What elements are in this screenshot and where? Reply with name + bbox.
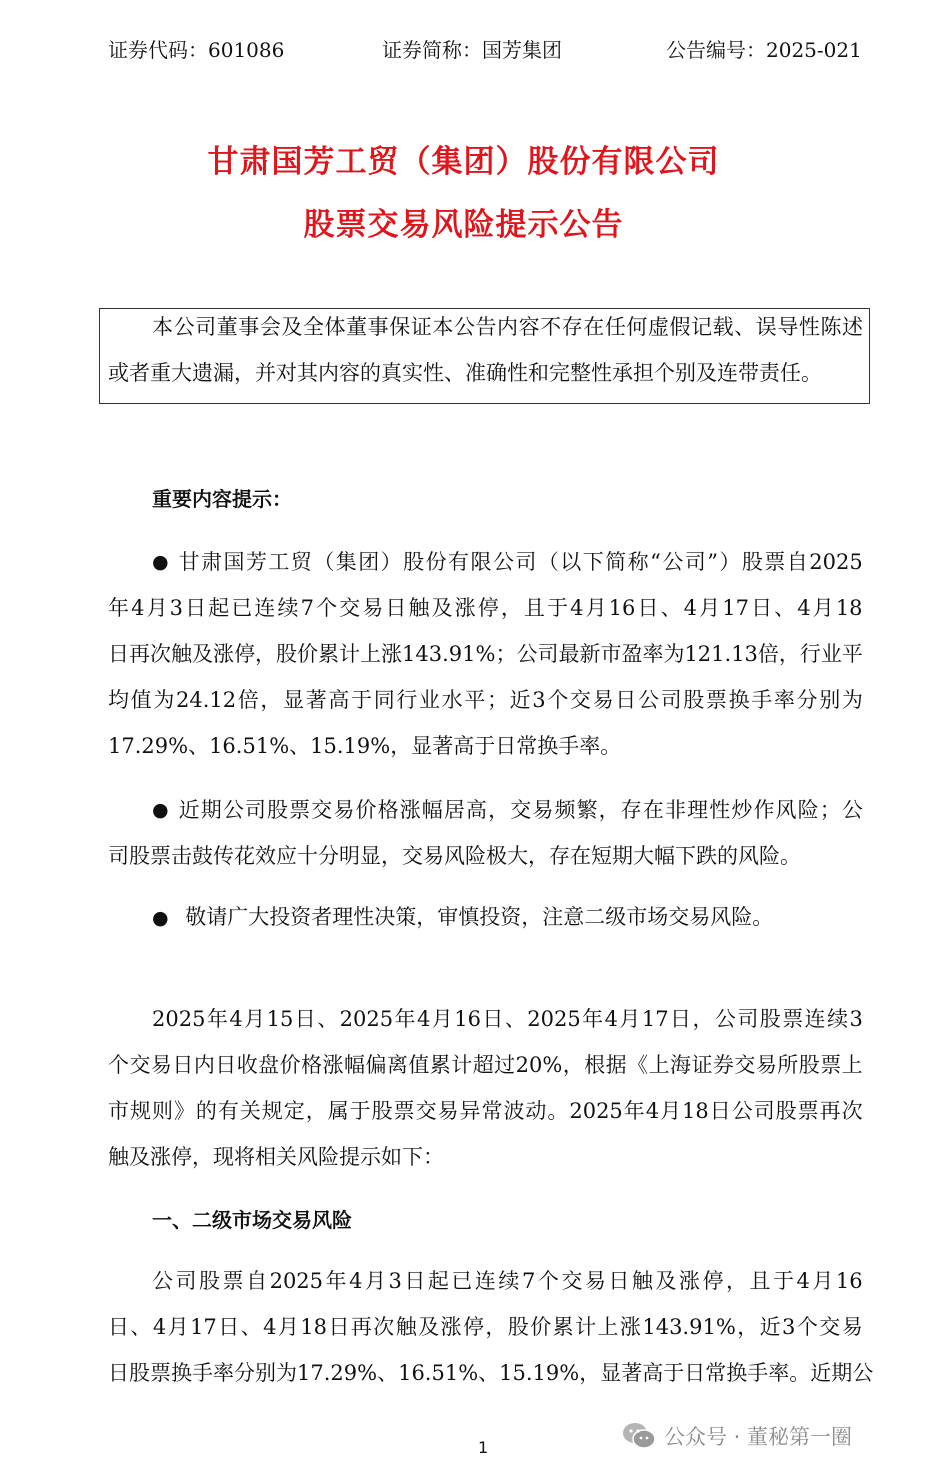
bullet-text: 年 4 月 3 日 起 已 连 续 7 个 交 易 日 触 及 涨 停 ， 且 于 4 月 16 日 、 4 月 17 日 、 4 月 18 bbox=[108, 596, 863, 620]
body-line bbox=[108, 1359, 874, 1387]
body-line bbox=[108, 1097, 863, 1125]
bullet-text bbox=[179, 548, 863, 576]
bullet-line bbox=[152, 796, 863, 824]
statement-line-text: 或者重大遗漏，并对其内容的真实性、准确性和完整性承担个别及连带责任。 bbox=[108, 361, 822, 385]
document-header bbox=[0, 34, 927, 64]
body-text: 2025 年 4 月 15 日 、 2025 年 4 月 16 日 、 2025 年 4 月 17 日 ， 公 司 股 票 连 续 3 bbox=[152, 1007, 863, 1031]
wechat-watermark bbox=[622, 1418, 852, 1454]
body-text: 市 规 则 》 的 有 关 规 定 ， 属 于 股 票 交 易 异 常 波 动 。 2025 年 4 月 18 日 公 司 股 票 再 次 bbox=[108, 1099, 863, 1123]
bullet-line bbox=[108, 686, 863, 714]
bullet-text: 日 再 次 触 及 涨 停 ， 股 价 累 计 上 涨 143.91% ； 公 司 最 新 市 盈 率 为 121.13 倍 ， 行 业 平 bbox=[108, 642, 863, 666]
statement-line bbox=[108, 359, 822, 387]
body-line bbox=[108, 1143, 444, 1171]
bullet-text: 17.29%、16.51%、15.19%，显著高于日常换手率。 bbox=[108, 734, 622, 758]
bullet-line bbox=[152, 548, 863, 576]
bullet-text bbox=[179, 796, 863, 824]
stock-code: 证券代码：601086 bbox=[108, 38, 285, 62]
bullet-dot-icon: ● bbox=[152, 551, 169, 573]
bullet-dot-icon: ● bbox=[152, 907, 169, 929]
page-number: 1 bbox=[478, 1438, 489, 1457]
body-text: 日 、 4 月 17 日 、 4 月 18 日 再 次 触 及 涨 停 ， 股 价 累 计 上 涨 143.91% ， 近 3 个 交 易 bbox=[108, 1315, 863, 1339]
bullet-line bbox=[108, 594, 863, 622]
body-line bbox=[108, 1313, 863, 1341]
watermark-text: 公众号 · 董秘第一圈 bbox=[664, 1425, 853, 1449]
body-text: 触及涨停，现将相关风险提示如下： bbox=[108, 1145, 444, 1169]
statement-line bbox=[152, 313, 863, 341]
bullet-text-segment: 甘 肃 国 芳 工 贸 （ 集 团 ） 股 份 有 限 公 司 （ 以 下 简 称 “ 公 司 ” ） 股 票 自 2025 bbox=[178, 550, 863, 574]
bullet-line bbox=[108, 640, 863, 668]
bullet-text-segment: 近 期 公 司 股 票 交 易 价 格 涨 幅 居 高 ， 交 易 频 繁 ， 存 在 非 理 性 炒 作 风 险 ； 公 bbox=[178, 798, 863, 822]
highlights-heading: 重要内容提示： bbox=[152, 487, 292, 511]
body-text: 公 司 股 票 自 2025 年 4 月 3 日 起 已 连 续 7 个 交 易 日 触 及 涨 停 ， 且 于 4 月 16 bbox=[152, 1269, 863, 1293]
body-text: 个 交 易 日 内 日 收 盘 价 格 涨 幅 偏 离 值 累 计 超 过 20% ， 根 据 《 上 海 证 券 交 易 所 股 票 上 bbox=[108, 1053, 863, 1077]
body-line bbox=[152, 1267, 863, 1295]
bullet-text: 司股票击鼓传花效应十分明显，交易风险极大，存在短期大幅下跌的风险。 bbox=[108, 844, 801, 868]
bullet-line bbox=[108, 842, 801, 870]
bullet-line bbox=[152, 903, 773, 932]
bullet-line bbox=[108, 732, 621, 760]
notice-number: 公告编号：2025-021 bbox=[666, 38, 862, 62]
section-heading: 一、二级市场交易风险 bbox=[152, 1208, 352, 1232]
notice-title: 股票交易风险提示公告 bbox=[303, 207, 624, 243]
bullet-text: 均 值 为 24.12 倍 ， 显 著 高 于 同 行 业 水 平 ； 近 3 个 交 易 日 公 司 股 票 换 手 率 分 别 为 bbox=[108, 688, 863, 712]
statement-line-text: 本 公 司 董 事 会 及 全 体 董 事 保 证 本 公 告 内 容 不 存 在 任 何 虚 假 记 载 、 误 导 性 陈 述 bbox=[152, 315, 863, 339]
body-line bbox=[152, 1005, 863, 1033]
wechat-icon bbox=[622, 1421, 656, 1451]
body-text: 日 股 票 换 手 率 分 别 为 17.29% 、 16.51% 、 15.19% ， 显 著 高 于 日 常 换 手 率 。 近 期 公 bbox=[108, 1361, 874, 1385]
bullet-text: 敬请广大投资者理性决策，审慎投资，注意二级市场交易风险。 bbox=[185, 905, 774, 929]
stock-abbreviation: 证券简称：国芳集团 bbox=[382, 38, 562, 62]
bullet-dot-icon: ● bbox=[152, 799, 169, 821]
body-line bbox=[108, 1051, 863, 1079]
company-title: 甘肃国芳工贸（集团）股份有限公司 bbox=[207, 144, 720, 180]
